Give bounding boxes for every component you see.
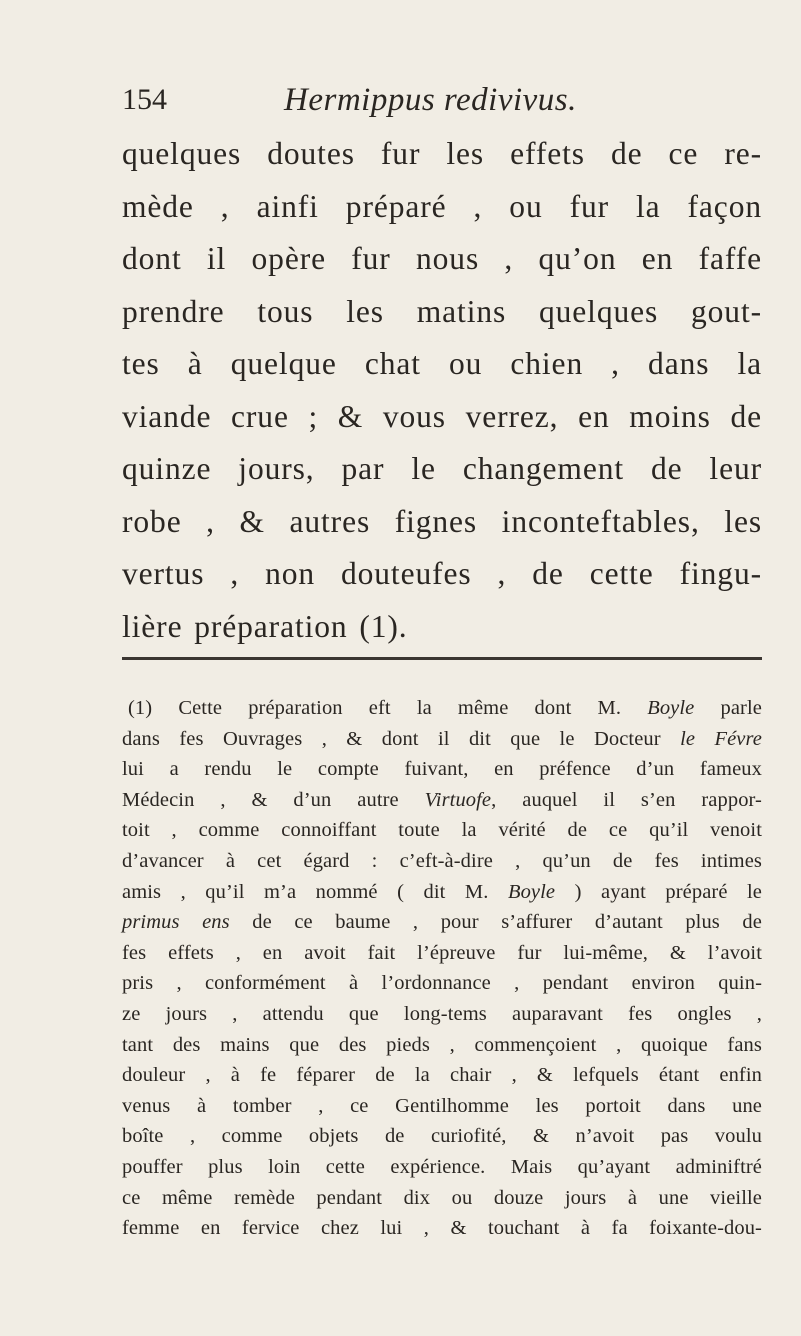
footnote-line: venus à tomber , ce Gentilhomme les portoit dans une bbox=[122, 1094, 762, 1117]
footnote-line: douleur , à fe féparer de la chair , & lefquels étant enfin bbox=[122, 1064, 762, 1087]
text-line: quelques doutes fur les effets de ce re- bbox=[122, 136, 762, 171]
running-title: Hermippus redivivus. bbox=[284, 82, 577, 118]
footnote-line: tant des mains que des pieds , commençoient , quoique fans bbox=[122, 1033, 762, 1056]
text-line: viande crue ; & vous verrez, en moins de bbox=[122, 398, 762, 434]
footnote-line: toit , comme connoiffant toute la vérité de ce qu’il venoit bbox=[122, 819, 762, 842]
footnote-line: dans fes Ouvrages , & dont il dit que le Docteur le Févre bbox=[122, 727, 762, 750]
footnote-line: lui a rendu le compte fuivant, en préfence d’un fameux bbox=[122, 758, 762, 781]
footnote-line: primus ens de ce baume , pour s’affurer d’autant plus de bbox=[122, 911, 762, 934]
page-number: 154 bbox=[122, 83, 167, 116]
footnote-separator-rule bbox=[122, 657, 762, 660]
text-line: vertus , non douteufes , de cette fingu- bbox=[122, 556, 762, 591]
footnote bbox=[122, 693, 762, 1244]
text-line: dont il opère fur nous , qu’on en faffe bbox=[122, 241, 762, 276]
text-line: mède , ainfi préparé , ou fur la façon bbox=[122, 188, 762, 224]
footnote-line: boîte , comme objets de curiofité, & n’avoit pas voulu bbox=[122, 1125, 762, 1148]
footnote-line: fes effets , en avoit fait l’épreuve fur lui-même, & l’avoit bbox=[122, 941, 762, 964]
text-line: quinze jours, par le changement de leur bbox=[122, 451, 762, 486]
text-line: prendre tous les matins quelques gout- bbox=[122, 293, 762, 329]
footnote-line: d’avancer à cet égard : c’eft-à-dire , qu’un de fes intimes bbox=[122, 849, 762, 872]
footnote-line: (1) Cette préparation eft la même dont M. Boyle parle bbox=[128, 697, 762, 719]
footnote-line: ze jours , attendu que long-tems auparavant fes ongles , bbox=[122, 1002, 762, 1025]
footnote-line: pouffer plus loin cette expérience. Mais qu’ayant adminiftré bbox=[122, 1155, 762, 1178]
footnote-line: pris , conformément à l’ordonnance , pendant environ quin- bbox=[122, 972, 762, 995]
text-line: lière préparation (1). bbox=[122, 608, 408, 644]
page-header bbox=[122, 78, 762, 122]
footnote-line: amis , qu’il m’a nommé ( dit M. Boyle ) ayant préparé le bbox=[122, 880, 762, 903]
text-line: robe , & autres fignes inconteftables, les bbox=[122, 503, 762, 539]
footnote-line: femme en fervice chez lui , & touchant à fa foixante-dou- bbox=[122, 1217, 762, 1240]
footnote-line: ce même remède pendant dix ou douze jours à une vieille bbox=[122, 1186, 762, 1209]
text-line: tes à quelque chat ou chien , dans la bbox=[122, 346, 762, 381]
main-text bbox=[122, 128, 762, 653]
footnote-line: Médecin , & d’un autre Virtuofe, auquel il s’en rappor- bbox=[122, 788, 762, 811]
